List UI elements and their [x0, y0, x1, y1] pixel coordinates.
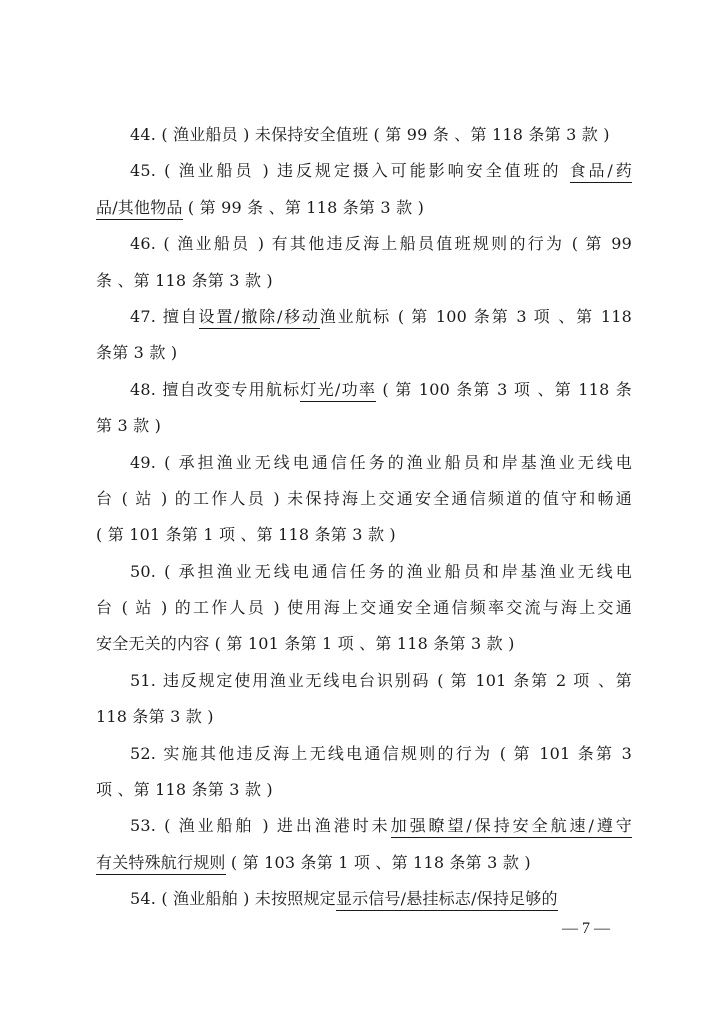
- paragraph-line: [96, 772, 632, 808]
- paragraph-first-line: [96, 226, 632, 262]
- paragraph-first-line: [96, 663, 632, 699]
- text-segment: 45. ( 渔业船员 ) 违反规定摄入可能影响安全值班的: [130, 161, 570, 181]
- paragraph: [96, 117, 632, 153]
- text-segment: ( 第 103 条第 1 项 、第 118 条第 3 款 ): [225, 852, 531, 872]
- paragraph-line: [96, 699, 632, 735]
- paragraph: [96, 736, 632, 809]
- underlined-text: 食品/药: [570, 161, 632, 183]
- text-segment: 52. 实施其他违反海上无线电通信规则的行为 ( 第 101 条第 3: [130, 743, 632, 763]
- paragraph-first-line: [96, 881, 632, 917]
- paragraph: [96, 881, 632, 917]
- text-segment: 46. ( 渔业船员 ) 有其他违反海上船员值班规则的行为 ( 第 99: [130, 234, 632, 254]
- text-segment: 50. ( 承担渔业无线电通信任务的渔业船员和岸基渔业无线电: [130, 561, 632, 581]
- paragraph-line: [96, 190, 632, 226]
- text-segment: 49. ( 承担渔业无线电通信任务的渔业船员和岸基渔业无线电: [130, 452, 632, 472]
- text-segment: 第 3 款 ): [96, 416, 162, 436]
- text-segment: 51. 违反规定使用渔业无线电台识别码 ( 第 101 条第 2 项 、第: [130, 670, 632, 690]
- paragraph-line: [96, 408, 632, 444]
- text-segment: 项 、第 118 条第 3 款 ): [96, 780, 273, 800]
- text-segment: 台 ( 站 ) 的工作人员 ) 使用海上交通安全通信频率交流与海上交通: [96, 598, 632, 618]
- underlined-text: 有关特殊航行规则: [96, 853, 226, 875]
- text-segment: 44. ( 渔业船员 ) 未保持安全值班 ( 第 99 条 、第 118 条第 3 款 ): [130, 125, 610, 144]
- paragraph: [96, 663, 632, 736]
- underlined-text: 灯光/功率: [300, 380, 376, 402]
- text-segment: 条 、第 118 条第 3 款 ): [96, 270, 273, 290]
- underlined-text: 设置/撤除/移动: [199, 307, 320, 329]
- text-segment: 台 ( 站 ) 的工作人员 ) 未保持海上交通安全通信频道的值守和畅通: [96, 488, 632, 508]
- document-body: [96, 117, 632, 918]
- paragraph-line: [96, 263, 632, 299]
- text-segment: 47. 擅自: [130, 306, 199, 326]
- paragraph-first-line: [96, 299, 632, 335]
- paragraph-line: [96, 517, 632, 553]
- underlined-text: 显示信号/悬挂标志/保持足够的: [336, 889, 558, 911]
- paragraph-line: [96, 845, 632, 881]
- paragraph: [96, 445, 632, 554]
- text-segment: 48. 擅自改变专用航标: [130, 379, 301, 399]
- paragraph: [96, 372, 632, 445]
- text-segment: 118 条第 3 款 ): [96, 707, 214, 727]
- paragraph-line: [96, 626, 632, 662]
- paragraph-first-line: [96, 808, 632, 844]
- paragraph-first-line: [96, 372, 632, 408]
- text-segment: 54. ( 渔业船舶 ) 未按照规定: [130, 889, 336, 909]
- paragraph-first-line: [96, 445, 632, 481]
- paragraph-line: [96, 590, 632, 626]
- underlined-text: 品/其他物品: [96, 198, 183, 220]
- paragraph: [96, 226, 632, 299]
- page-number: — 7 —: [562, 920, 610, 937]
- paragraph: [96, 808, 632, 881]
- text-segment: ( 第 99 条 、第 118 条第 3 款 ): [182, 197, 425, 217]
- paragraph-line: [96, 335, 632, 371]
- paragraph-first-line: [96, 736, 632, 772]
- text-segment: ( 第 101 条第 1 项 、第 118 条第 3 款 ): [96, 525, 396, 545]
- paragraph: [96, 153, 632, 226]
- paragraph: [96, 554, 632, 663]
- underlined-text: 加强瞭望/保持安全航速/遵守: [391, 816, 632, 838]
- text-segment: 安全无关的内容 ( 第 101 条第 1 项 、第 118 条第 3 款 ): [96, 634, 515, 654]
- text-segment: ( 第 100 条第 3 项 、第 118 条: [376, 379, 632, 399]
- paragraph-first-line: [96, 117, 632, 153]
- paragraph-first-line: [96, 554, 632, 590]
- paragraph-line: [96, 481, 632, 517]
- text-segment: 条第 3 款 ): [96, 343, 178, 363]
- paragraph-first-line: [96, 153, 632, 189]
- paragraph: [96, 299, 632, 372]
- text-segment: 渔业航标 ( 第 100 条第 3 项 、第 118: [319, 306, 633, 326]
- text-segment: 53. ( 渔业船舶 ) 进出渔港时未: [130, 816, 391, 836]
